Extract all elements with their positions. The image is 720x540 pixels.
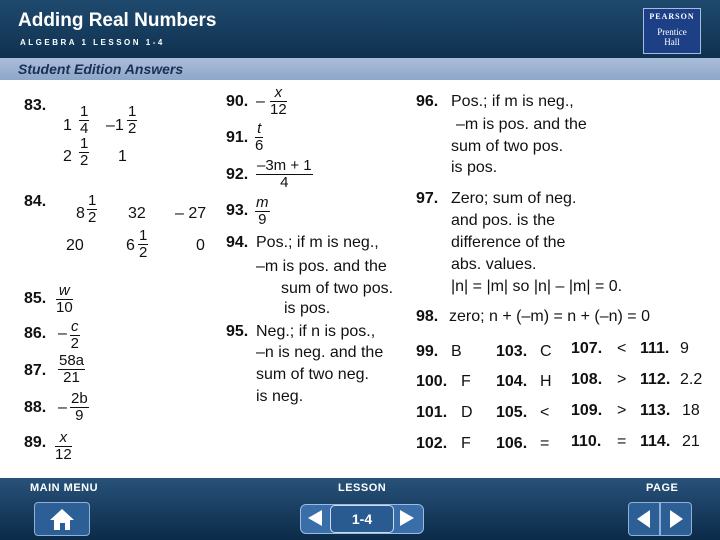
answer-84-r2c2-whole: 6: [126, 237, 135, 254]
answer-96-line-4: is pos.: [451, 159, 498, 176]
answer-83-r1c2-frac: 1 2: [128, 103, 137, 137]
grid-num-108: 108.: [571, 371, 603, 388]
answer-96-line-1: Pos.; if m is neg.,: [451, 93, 574, 110]
page-prev-button[interactable]: [628, 502, 660, 536]
grid-num-107: 107.: [571, 340, 603, 357]
grid-num-106: 106.: [496, 435, 528, 452]
answer-95-line-1: Neg.; if n is pos.,: [256, 323, 376, 340]
grid-num-99: 99.: [416, 343, 439, 360]
answer-87-number: 87.: [24, 362, 47, 379]
answer-84-r1c1-whole: 8: [76, 205, 85, 222]
answer-84-r2c1: 20: [66, 237, 84, 254]
arrow-left-icon: [304, 508, 328, 528]
grid-val-103: C: [540, 343, 552, 360]
answer-94-number: 94.: [226, 234, 249, 251]
grid-val-102: F: [461, 435, 471, 452]
answer-84-r1c2: 32: [128, 205, 146, 222]
answer-89-number: 89.: [24, 434, 47, 451]
header-bar: [0, 0, 720, 58]
arrow-right-icon: [394, 508, 418, 528]
grid-num-113: 113.: [640, 402, 671, 419]
answer-86-sign: –: [58, 325, 67, 342]
answer-92-number: 92.: [226, 166, 249, 183]
answer-97-number: 97.: [416, 190, 439, 207]
answer-89-frac: x 12: [55, 429, 72, 463]
answer-95-line-4: is neg.: [256, 388, 304, 405]
answer-86-number: 86.: [24, 325, 47, 342]
answer-94-line-1: Pos.; if m is neg.,: [256, 234, 379, 251]
grid-val-106: =: [540, 435, 550, 452]
answer-84-r2c3: 0: [196, 237, 205, 254]
lesson-label: LESSON: [338, 482, 387, 494]
grid-num-109: 109.: [571, 402, 603, 419]
grid-val-111: 9: [680, 340, 689, 357]
answer-97-line-4: abs. values.: [451, 256, 537, 273]
answer-87-frac: 58a 21: [59, 352, 85, 386]
answer-93-number: 93.: [226, 202, 249, 219]
page-label: PAGE: [646, 482, 679, 494]
page-title: Adding Real Numbers: [18, 10, 217, 31]
answer-98-number: 98.: [416, 308, 439, 325]
grid-num-111: 111.: [640, 340, 670, 357]
answer-88-sign: –: [58, 399, 67, 416]
answer-83-r2c2: 1: [118, 148, 127, 165]
lesson-next-button[interactable]: [394, 508, 418, 528]
home-icon: [35, 503, 89, 535]
answer-94-line-4: is pos.: [284, 300, 331, 317]
section-band: [0, 58, 720, 80]
answer-96-number: 96.: [416, 93, 439, 110]
answer-84-r1c3: – 27: [175, 205, 207, 222]
answer-97-line-5: |n| = |m| so |n| – |m| = 0.: [451, 278, 623, 295]
answer-94-line-2: –m is pos. and the: [256, 258, 387, 275]
pearson-logo: [643, 8, 701, 54]
answer-97-line-2: and pos. is the: [451, 212, 556, 229]
answer-85-frac: w 10: [56, 282, 73, 316]
grid-val-108: >: [617, 371, 627, 388]
answer-95-line-2: –n is neg. and the: [256, 344, 384, 361]
answer-95-number: 95.: [226, 323, 249, 340]
answer-91-number: 91.: [226, 129, 249, 146]
lesson-subtitle: ALGEBRA 1 LESSON 1-4: [20, 38, 165, 47]
arrow-right-icon: [661, 503, 691, 535]
answer-97-line-1: Zero; sum of neg.: [451, 190, 577, 207]
answer-84-r1c1-frac: 1 2: [88, 192, 97, 226]
answer-83-number: 83.: [24, 97, 47, 114]
grid-val-112: 2.2: [680, 371, 703, 388]
grid-val-100: F: [461, 373, 471, 390]
main-menu-label: MAIN MENU: [30, 482, 99, 494]
answer-85-number: 85.: [24, 290, 47, 307]
grid-val-101: D: [461, 404, 473, 421]
grid-num-100: 100.: [416, 373, 448, 390]
answer-95-line-3: sum of two neg.: [256, 366, 369, 383]
answer-96-line-3: sum of two pos.: [451, 138, 564, 155]
grid-val-110: =: [617, 433, 627, 450]
answer-98-text: zero; n + (–m) = n + (–n) = 0: [449, 308, 650, 325]
answer-97-line-3: difference of the: [451, 234, 566, 251]
grid-num-103: 103.: [496, 343, 528, 360]
grid-val-114: 21: [682, 433, 700, 450]
section-title: Student Edition Answers: [18, 61, 184, 77]
answer-90-sign: –: [256, 93, 265, 110]
page-next-button[interactable]: [660, 502, 692, 536]
answer-88-number: 88.: [24, 399, 47, 416]
grid-val-105: <: [540, 404, 550, 421]
lesson-button[interactable]: 1-4: [330, 505, 394, 533]
grid-num-105: 105.: [496, 404, 528, 421]
grid-num-104: 104.: [496, 373, 528, 390]
answer-83-r2c1-frac: 1 2: [80, 135, 89, 169]
answer-90-frac: x 12: [270, 84, 287, 118]
answer-84-r2c2-frac: 1 2: [139, 227, 148, 261]
lesson-prev-button[interactable]: [304, 508, 328, 528]
grid-val-99: B: [451, 343, 462, 360]
grid-num-110: 110.: [571, 433, 602, 450]
answer-92-frac: –3m + 1 4: [257, 157, 312, 191]
logo-text-prentice: Prentice: [657, 27, 687, 37]
main-menu-button[interactable]: [34, 502, 90, 536]
answer-91-frac: t 6: [255, 120, 264, 154]
answer-90-number: 90.: [226, 93, 249, 110]
grid-val-107: <: [617, 340, 627, 357]
answer-83-r1c1-frac: 1 4: [80, 103, 89, 137]
grid-num-114: 114.: [640, 433, 671, 450]
answer-83-r1c1-whole: 1: [63, 117, 72, 134]
arrow-left-icon: [629, 503, 659, 535]
answer-96-line-2: –m is pos. and the: [456, 116, 587, 133]
grid-val-113: 18: [682, 402, 700, 419]
grid-num-101: 101.: [416, 404, 448, 421]
answer-83-r1c2-whole: –1: [106, 117, 124, 134]
answer-88-frac: 2b 9: [71, 390, 88, 424]
logo-text-hall: Hall: [664, 37, 680, 47]
grid-val-104: H: [540, 373, 552, 390]
answer-94-line-3: sum of two pos.: [281, 280, 394, 297]
grid-num-102: 102.: [416, 435, 448, 452]
answer-93-frac: m 9: [256, 194, 269, 228]
grid-num-112: 112.: [640, 371, 671, 388]
answer-83-r2c1-whole: 2: [63, 148, 72, 165]
grid-val-109: >: [617, 402, 627, 419]
answer-86-frac: c 2: [70, 318, 79, 352]
logo-text-pearson: PEARSON: [649, 12, 695, 21]
answer-84-number: 84.: [24, 193, 47, 210]
